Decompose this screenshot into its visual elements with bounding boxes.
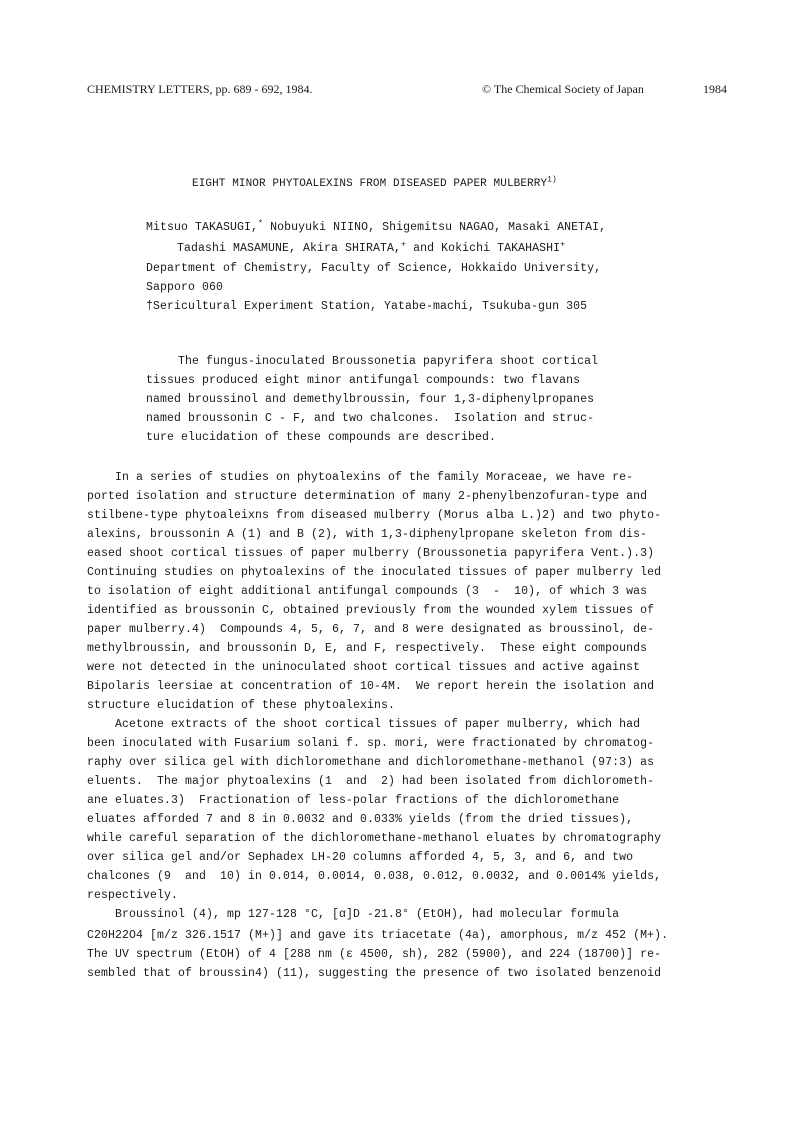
author-line-1	[146, 221, 606, 234]
paper-title	[192, 175, 557, 190]
body-line: In a series of studies on phytoalexins of the family Moraceae, we have re-	[87, 471, 634, 484]
author-text: Tadashi MASAMUNE, Akira SHIRATA,	[177, 242, 402, 255]
body-line: Broussinol (4), mp 127-128 °C, [α]D -21.8° (EtOH), had molecular formula	[87, 908, 620, 921]
body-line: respectively.	[87, 889, 179, 902]
body-line: paper mulberry.4) Compounds 4, 5, 6, 7, and 8 were designated as broussinol, de-	[87, 623, 655, 636]
affiliation-line: Department of Chemistry, Faculty of Science, Hokkaido University,	[146, 262, 602, 275]
body-line: over silica gel and/or Sephadex LH-20 columns afforded 4, 5, 3, and 6, and two	[87, 851, 634, 864]
title-footnote-marker: 1)	[547, 175, 557, 185]
abstract-line: tissues produced eight minor antifungal compounds: two flavans	[146, 374, 581, 387]
body-line: structure elucidation of these phytoalexins.	[87, 699, 396, 712]
body-line: ported isolation and structure determination of many 2-phenylbenzofuran-type and	[87, 490, 648, 503]
author-text: and Kokichi TAKAHASHI	[406, 242, 561, 255]
copyright-notice: © The Chemical Society of Japan	[482, 82, 644, 96]
affiliation-mark: +	[560, 240, 566, 250]
abstract-line: The fungus-inoculated Broussonetia papyrifera shoot cortical	[178, 355, 599, 368]
author-text: Mitsuo TAKASUGI,	[146, 221, 259, 234]
header-year: 1984	[703, 82, 727, 96]
body-line: eluates afforded 7 and 8 in 0.0032 and 0.033% yields (from the dried tissues),	[87, 813, 634, 826]
body-line: while careful separation of the dichloromethane-methanol eluates by chromatography	[87, 832, 662, 845]
author-line-2	[177, 242, 565, 255]
body-line: stilbene-type phytoaleixns from diseased mulberry (Morus alba L.)2) and two phyto-	[87, 509, 662, 522]
journal-citation: CHEMISTRY LETTERS, pp. 689 - 692, 1984.	[87, 82, 313, 96]
abstract-line: named broussonin C - F, and two chalcones. Isolation and struc-	[146, 412, 595, 425]
corresponding-author-mark: *	[258, 219, 264, 229]
body-line: been inoculated with Fusarium solani f. sp. mori, were fractionated by chromatog-	[87, 737, 655, 750]
body-line: Bipolaris leersiae at concentration of 10-4M. We report herein the isolation and	[87, 680, 655, 693]
body-line: ane eluates.3) Fractionation of less-polar fractions of the dichloromethane	[87, 794, 620, 807]
title-text: EIGHT MINOR PHYTOALEXINS FROM DISEASED PAPER MULBERRY	[192, 178, 548, 190]
body-line: sembled that of broussin4) (11), suggesting the presence of two isolated benzenoid	[87, 967, 662, 980]
body-line: were not detected in the uninoculated shoot cortical tissues and active against	[87, 661, 641, 674]
body-line: Continuing studies on phytoalexins of the inoculated tissues of paper mulberry led	[87, 566, 662, 579]
body-line: alexins, broussonin A (1) and B (2), with 1,3-diphenylpropane skeleton from dis-	[87, 528, 648, 541]
body-line: raphy over silica gel with dichloromethane and dichloromethane-methanol (97:3) as	[87, 756, 655, 769]
affiliation-line: Sapporo 060	[146, 281, 224, 294]
body-line: C20H22O4 [m/z 326.1517 (M+)] and gave its triacetate (4a), amorphous, m/z 452 (M+).	[87, 929, 669, 942]
body-line: identified as broussonin C, obtained previously from the wounded xylem tissues of	[87, 604, 655, 617]
body-line: to isolation of eight additional antifungal compounds (3 - 10), of which 3 was	[87, 585, 648, 598]
body-line: Acetone extracts of the shoot cortical tissues of paper mulberry, which had	[87, 718, 641, 731]
affiliation-line: †Sericultural Experiment Station, Yatabe-machi, Tsukuba-gun 305	[146, 300, 588, 313]
affiliation-mark: +	[401, 240, 407, 250]
body-line: methylbroussin, and broussonin D, E, and F, respectively. These eight compounds	[87, 642, 648, 655]
running-header	[87, 82, 727, 100]
body-line: The UV spectrum (EtOH) of 4 [288 nm (ε 4500, sh), 282 (5900), and 224 (18700)] re-	[87, 948, 662, 961]
author-text: Nobuyuki NIINO, Shigemitsu NAGAO, Masaki ANETAI,	[263, 221, 607, 234]
abstract-line: ture elucidation of these compounds are described.	[146, 431, 497, 444]
body-line: chalcones (9 and 10) in 0.014, 0.0014, 0.038, 0.012, 0.0032, and 0.0014% yields,	[87, 870, 662, 883]
abstract-line: named broussinol and demethylbroussin, four 1,3-diphenylpropanes	[146, 393, 595, 406]
body-line: eluents. The major phytoalexins (1 and 2) had been isolated from dichlorometh-	[87, 775, 655, 788]
body-line: eased shoot cortical tissues of paper mulberry (Broussonetia papyrifera Vent.).3)	[87, 547, 655, 560]
